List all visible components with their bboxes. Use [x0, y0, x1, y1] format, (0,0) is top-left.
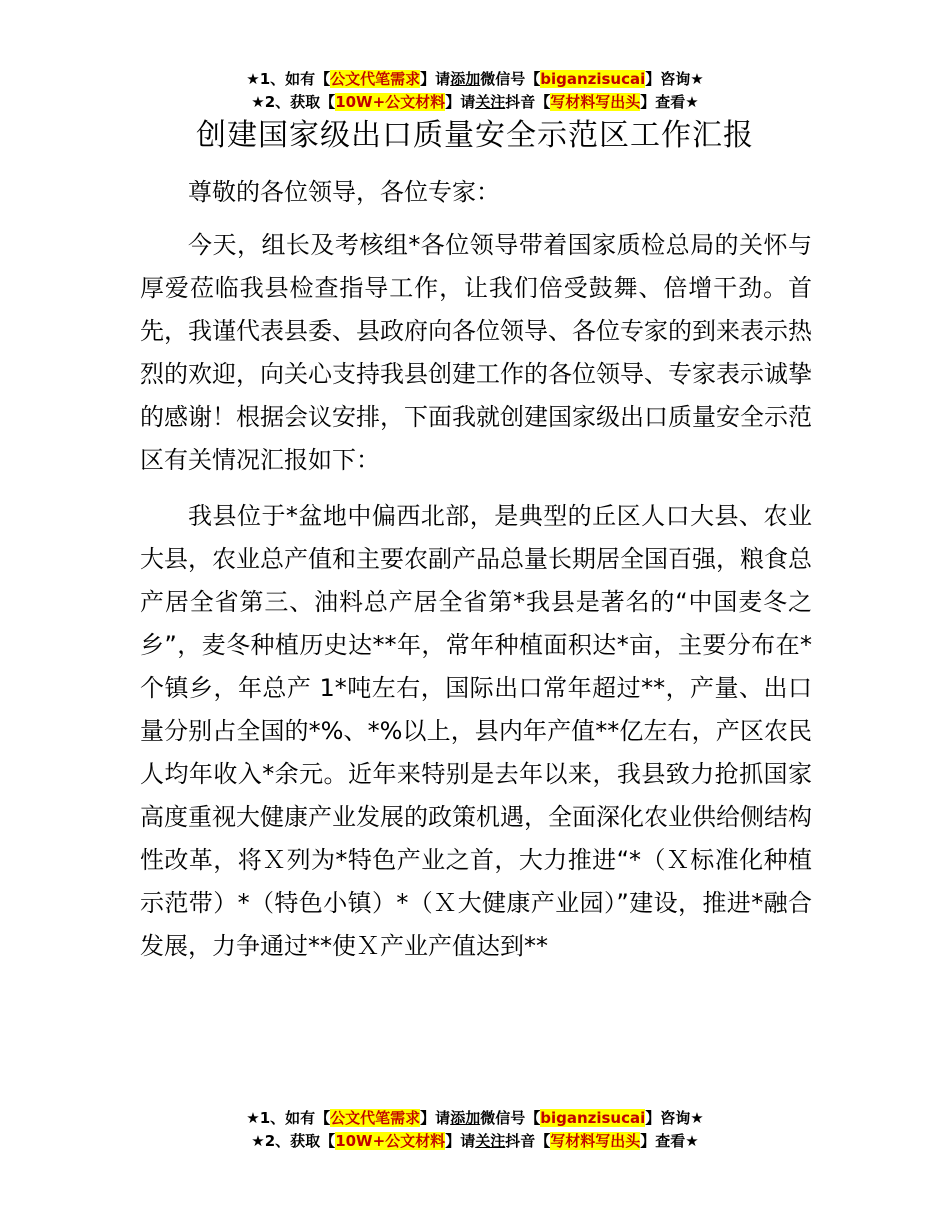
underlined-word: 添加 — [450, 70, 481, 88]
promo-text: 】咨询★ — [645, 1109, 704, 1127]
promo-text: 】请 — [445, 1132, 476, 1150]
promo-line-1 — [0, 68, 950, 91]
salutation-text: 尊敬的各位领导，各位专家： — [188, 178, 500, 206]
paragraph-text: 我县位于*盆地中偏西北部，是典型的丘区人口大县、农业大县，农业总产值和主要农副产品总量长期居全国百强，粮食总产居全省第三、油料总产居全省第*我县是著名的“中国麦冬之乡”，麦冬种植历史达**年，常年种植面积达*亩，主要分布在*个镇乡，年总产 1*吨左右，国际出口常年超过**，产量、出口量分别占全国的*%、*%以上，县内年产值**亿左右，产区农民人均年收入*余元。近年来特别是去年以来，我县致力抢抓国家高度重视大健康产业发展的政策机遇，全面深化农业供给侧结构性改革，将Ｘ列为*特色产业之首，大力推进“*（Ｘ标准化种植示范带）*（特色小镇）*（Ｘ大健康产业园）”建设，推进*融合发展，力争通过**使Ｘ产业产值达到** — [140, 502, 812, 960]
promo-text: 】请 — [420, 70, 451, 88]
promo-text: 微信号【 — [480, 70, 541, 88]
top-promo-banner — [0, 68, 950, 114]
salutation — [140, 171, 812, 214]
promo-text: ★2、获取【 — [251, 93, 336, 111]
promo-text: 】查看★ — [640, 1132, 699, 1150]
highlight-service: 公文代笔需求 — [330, 1109, 421, 1127]
document-title: 创建国家级出口质量安全示范区工作汇报 — [196, 118, 754, 153]
underlined-word: 关注 — [475, 93, 506, 111]
promo-line-2 — [0, 1130, 950, 1153]
promo-text: ★2、获取【 — [251, 1132, 336, 1150]
promo-text: 微信号【 — [480, 1109, 541, 1127]
highlight-wechat-id: biganzisucai — [540, 70, 646, 88]
promo-text: 】请 — [420, 1109, 451, 1127]
promo-line-1 — [0, 1107, 950, 1130]
underlined-word: 添加 — [450, 1109, 481, 1127]
promo-text: ★1、如有【 — [246, 70, 331, 88]
promo-text: ★1、如有【 — [246, 1109, 331, 1127]
highlight-wechat-id: biganzisucai — [540, 1109, 646, 1127]
paragraph-2 — [140, 495, 812, 968]
promo-text: 】咨询★ — [645, 70, 704, 88]
highlight-materials: 10W+公文材料 — [335, 1132, 446, 1150]
promo-text: 】查看★ — [640, 93, 699, 111]
highlight-service: 公文代笔需求 — [330, 70, 421, 88]
highlight-materials: 10W+公文材料 — [335, 93, 446, 111]
promo-text: 】请 — [445, 93, 476, 111]
promo-line-2 — [0, 91, 950, 114]
promo-text: 抖音【 — [505, 93, 551, 111]
underlined-word: 关注 — [475, 1132, 506, 1150]
highlight-account: 写材料写出头 — [550, 1132, 641, 1150]
paragraph-1 — [140, 224, 812, 482]
bottom-promo-banner — [0, 1107, 950, 1153]
highlight-account: 写材料写出头 — [550, 93, 641, 111]
promo-text: 抖音【 — [505, 1132, 551, 1150]
paragraph-text: 今天，组长及考核组*各位领导带着国家质检总局的关怀与厚爱莅临我县检查指导工作，让我们倍受鼓舞、倍增干劲。首先，我谨代表县委、县政府向各位领导、各位专家的到来表示热烈的欢迎，向关心支持我县创建工作的各位领导、专家表示诚挚的感谢！根据会议安排，下面我就创建国家级出口质量安全示范区有关情况汇报如下： — [140, 231, 812, 474]
